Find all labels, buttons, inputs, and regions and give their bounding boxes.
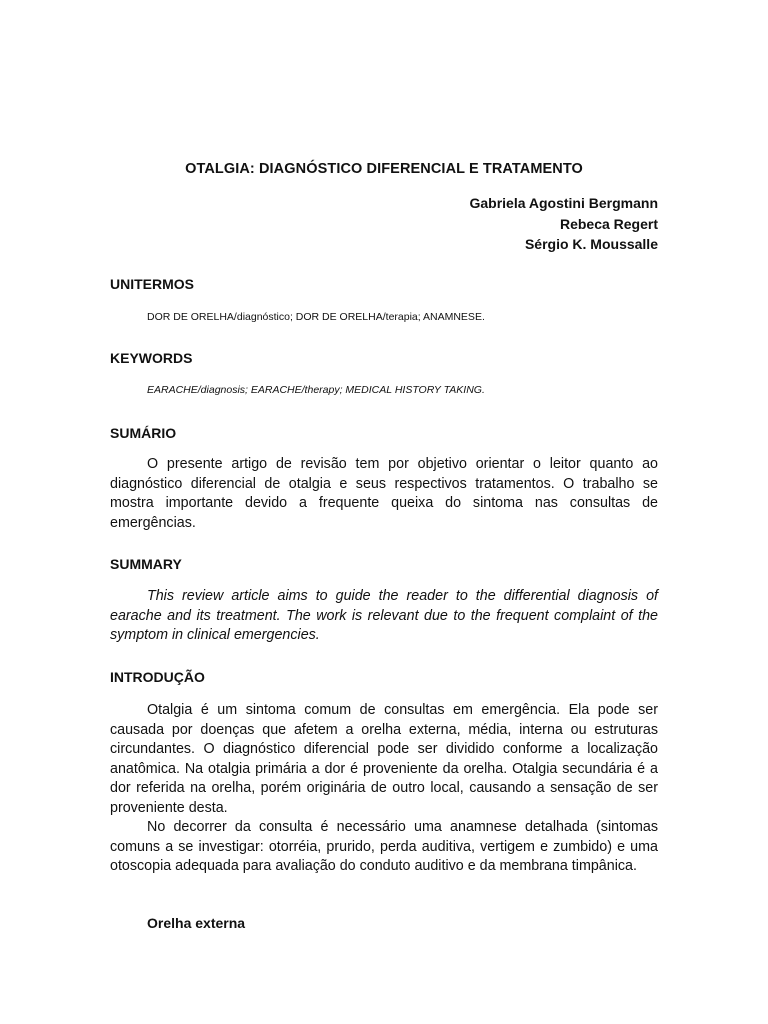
introducao-paragraph-1: Otalgia é um sintoma comum de consultas em emergência. Ela pode ser causada por doenças que afetem a orelha externa, média, interna ou estruturas circundantes. O diagnóstico diferencial pode ser dividido conforme a localização anatômica. Na otalgia primária a dor é proveniente da orelha. Otalgia secundária é a dor referida na orelha, porém originária de outro local, causando a sensação de ser proveniente desta. <box>110 702 658 816</box>
section-heading-keywords: KEYWORDS <box>110 350 193 366</box>
section-heading-sumario: SUMÁRIO <box>110 425 177 441</box>
article-title: OTALGIA: DIAGNÓSTICO DIFERENCIAL E TRATAMENTO <box>185 161 583 177</box>
section-heading-unitermos: UNITERMOS <box>110 276 194 292</box>
subsection-heading-orelha-externa: Orelha externa <box>147 915 246 931</box>
section-heading-summary: SUMMARY <box>110 556 182 572</box>
unitermos-text: DOR DE ORELHA/diagnóstico; DOR DE ORELHA/terapia; ANAMNESE. <box>147 311 485 323</box>
author-name: Gabriela Agostini Bergmann <box>469 195 658 211</box>
sumario-paragraph: O presente artigo de revisão tem por objetivo orientar o leitor quanto ao diagnóstico diferencial de otalgia e seus respectivos tratamentos. O trabalho se mostra importante devido a frequente queixa do sintoma nas consultas de emergências. <box>110 456 658 531</box>
summary-paragraph: This review article aims to guide the reader to the differential diagnosis of earache and its treatment. The work is relevant due to the frequent complaint of the symptom in clinical emergencies. <box>110 588 658 643</box>
introducao-paragraph-2: No decorrer da consulta é necessário uma anamnese detalhada (sintomas comuns a se investigar: otorréia, prurido, perda auditiva, vertigem e zumbido) e uma otoscopia adequada para avaliação do conduto auditivo e da membrana timpânica. <box>110 819 658 874</box>
section-heading-introducao: INTRODUÇÃO <box>110 669 205 685</box>
author-name: Rebeca Regert <box>559 215 658 232</box>
author-name: Sérgio K. Moussalle <box>524 236 658 252</box>
keywords-text: EARACHE/diagnosis; EARACHE/therapy; MEDICAL HISTORY TAKING. <box>147 384 485 396</box>
author-list <box>469 193 658 255</box>
